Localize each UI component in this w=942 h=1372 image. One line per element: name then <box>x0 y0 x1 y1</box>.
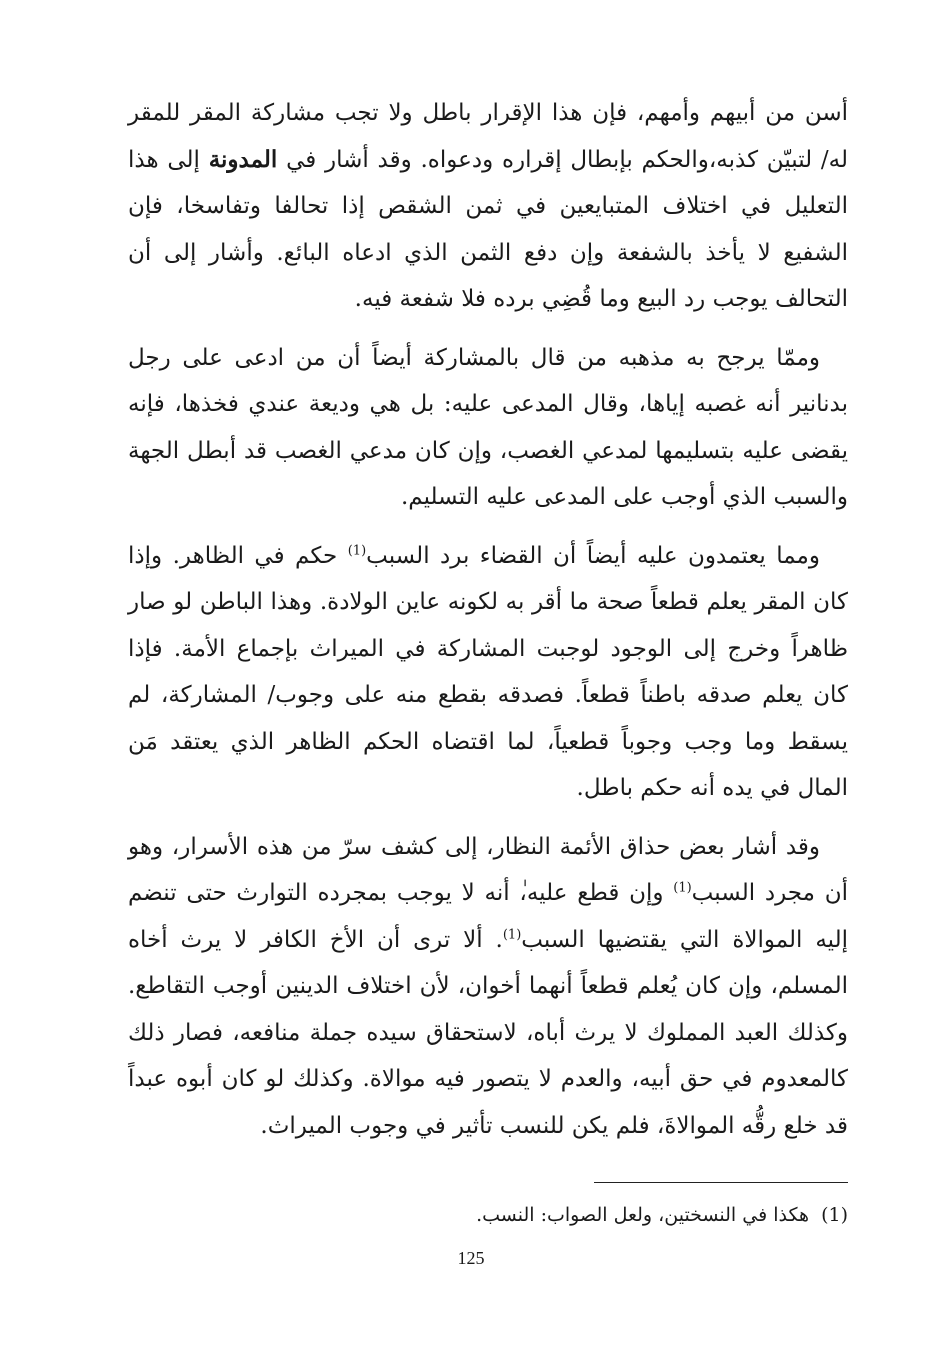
paragraph-1 <box>128 90 848 323</box>
footnote-divider <box>594 1182 848 1183</box>
paragraph-4-text-a: وقد أشار بعض حذاق الأئمة النظار، إلى كشف سرّ من هذه الأسرار، وهو أن مجرد السبب <box>128 833 849 906</box>
page-body <box>128 90 848 1161</box>
footnote-ref: (1) <box>673 880 692 896</box>
paragraph-3-text-b: حكم في الظاهر. وإذا كان المقر يعلم قطعاً صحة ما أقر به لكونه عاين الولادة. وهذا الباطن لو صار ظاهراً وخرج إلى الوجود لوجبت المشاركة في الميراث بإجماع الأمة. فإذا كان يعلم صدقه باطناً قطعاً. فصدقه بقطع منه على وجوب/ المشاركة، لم يسقط وما وجب وجوباً قطعياً، لما اقتضاه الحكم الظاهر الذي يعتقد مَن المال في يده أنه حكم باطل. <box>128 542 848 801</box>
footnote-text: هكذا في النسختين، ولعل الصواب: النسب. <box>476 1204 809 1226</box>
paragraph-1-text-b: إلى هذا التعليل في اختلاف المتبايعين في ثمن الشقص إذا تحالفا وتفاسخا، فإن الشفيع لا يأخذ بالشفعة وإن دفع الثمن الذي ادعاه البائع. وأشار إلى أن التحالف يوجب رد البيع وما قُضِي برده فلا شفعة فيه. <box>128 146 848 312</box>
page-number: 125 <box>457 1248 485 1268</box>
paragraph-4-text-c: . ألا ترى أن الأخ الكافر لا يرث أخاه المسلم، وإن كان يُعلم قطعاً أنهما أخوان، لأن اختلاف الدينين أوجب التقاطع. وكذلك العبد المملوك لا يرث أباه، لاستحقاق سيده جملة منافعه، فصار ذلك كالمعدوم في حق أبيه، والعدم لا يتصور فيه موالاة. وكذلك لو كان أبوه عبداً قد خلع رقُّه الموالاةَ، فلم يكن للنسب تأثير في وجوب الميراث. <box>128 926 848 1139</box>
footnote <box>400 1200 848 1230</box>
paragraph-1-bold-term: المدونة <box>208 145 278 173</box>
paragraph-4 <box>128 824 848 1150</box>
footnote-ref: (1) <box>502 926 522 942</box>
paragraph-4-text-b: وإن قطع عليه،ٰ أنه لا يوجب بمجرده التوارث حتى تنضم إليه الموالاة التي يقتضيها السبب <box>128 880 848 953</box>
paragraph-2: وممّا يرجح به مذهبه من قال بالمشاركة أيضاً أن من ادعى على رجل بدنانير أنه غصبه إياها، وقال المدعى عليه: بل هي وديعة عندي فخذها، فإنه يقضى عليه بتسليمها لمدعي الغصب، وإن كان مدعي الغصب قد أبطل الجهة والسبب الذي أوجب على المدعى عليه التسليم. <box>128 344 848 510</box>
paragraph-1-text-a: أسن من أبيهم وأمهم، فإن هذا الإقرار باطل ولا تجب مشاركة المقر للمقر له/ لتبيّن كذبه،والحكم بإبطال إقراره ودعواه. وقد أشار في <box>128 100 848 173</box>
paragraph-3-text-a: ومما يعتمدون عليه أيضاً أن القضاء برد السبب <box>366 542 820 569</box>
footnote-ref: (1) <box>347 542 367 558</box>
paragraph-3 <box>128 533 848 812</box>
footnote-marker: (1) <box>821 1204 848 1226</box>
